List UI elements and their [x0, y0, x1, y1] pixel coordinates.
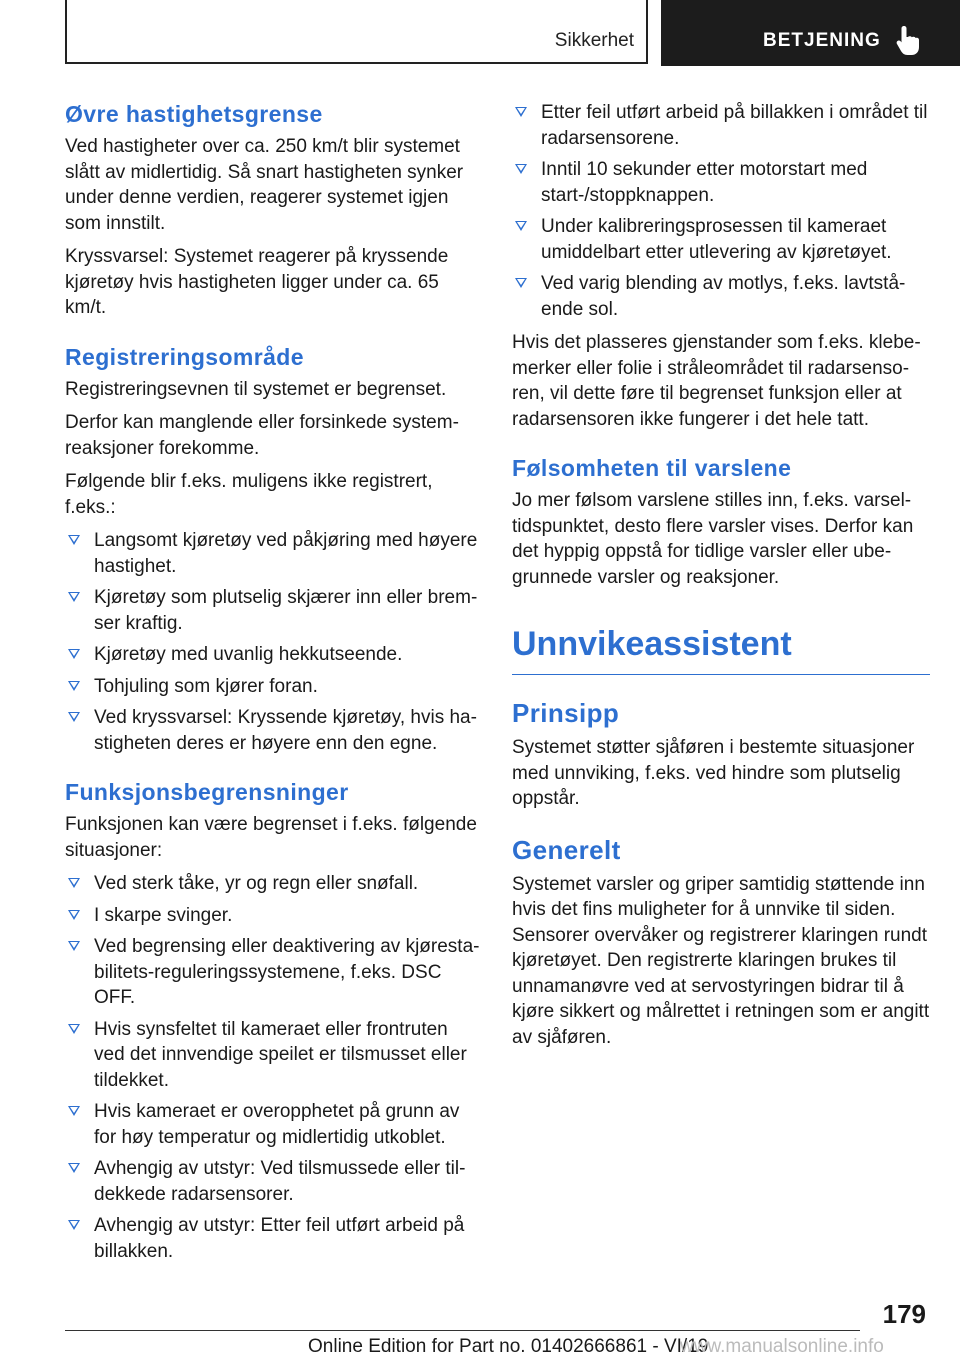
- footer-edition: Online Edition for Part no. 01402666861 - VI/19: [308, 1336, 709, 1357]
- list-item-text: Tohjuling som kjører foran.: [94, 675, 318, 697]
- triangle-bullet-icon: [68, 1106, 80, 1116]
- triangle-bullet-icon: [68, 1163, 80, 1173]
- paragraph: Systemet støtter sjåføren i bestemte situasjoner med unnviking, f.eks. ved hindre som plutselig oppstår.: [512, 737, 915, 809]
- paragraph: Registreringsevnen til systemet er begrenset.: [65, 378, 447, 400]
- triangle-bullet-icon: [68, 941, 80, 951]
- hand-pointer-icon: [893, 24, 923, 56]
- paragraph: Ved hastigheter over ca. 250 km/t blir systemet slått av midlertidig. Så snart hastigheten synker under denne verdien, reagerer systemet igjen som innstilt.: [65, 136, 464, 234]
- triangle-bullet-icon: [68, 592, 80, 602]
- list-item: [65, 528, 480, 579]
- paragraph: Kryssvarsel: Systemet reagerer på kryssende kjøretøy hvis hastigheten ligger under ca. 65 km/t.: [65, 246, 449, 318]
- list-item-text: Etter feil utført arbeid på billakken i området til radarsensorene.: [541, 102, 928, 149]
- list-item-text: I skarpe svinger.: [94, 904, 233, 926]
- paragraph: Derfor kan manglende eller forsinkede systemreaksjoner forekomme.: [65, 412, 459, 459]
- list-item-text: Hvis kameraet er overopphetet på grunn av for høy temperatur og midlertidig utkoblet.: [94, 1101, 460, 1148]
- chapter-title-unnvikeassistent: Unnvikeassistent: [512, 624, 930, 675]
- footer-watermark[interactable]: www.manualsonline.info: [680, 1336, 884, 1357]
- list-item-text: Ved sterk tåke, yr og regn eller snøfall.: [94, 873, 419, 894]
- list-item-text: Avhengig av utstyr: Ved tilsmussede eller tildekkede radarsensorer.: [94, 1158, 466, 1205]
- chapter-tab-label: BETJENING: [763, 30, 881, 51]
- bullet-list: [65, 871, 480, 1264]
- list-item: [65, 585, 480, 636]
- list-item-text: Ved kryssvarsel: Kryssende kjøretøy, hvis hastigheten deres er høyere enn den egne.: [94, 707, 477, 754]
- list-item-text: Kjøretøy som plutselig skjærer inn eller bremser kraftig.: [94, 587, 478, 634]
- heading-prinsipp: Prinsipp: [512, 698, 620, 728]
- list-item-text: Inntil 10 sekunder etter motorstart med start-/stoppknappen.: [541, 159, 868, 206]
- paragraph: Hvis det plasseres gjenstander som f.eks. klebemerker eller folie i stråleområdet til radarsensoren, vil dette føre til begrenset funksjon eller at radarsensoren ikke fungerer i det hele tatt.: [512, 332, 921, 430]
- triangle-bullet-icon: [68, 535, 80, 545]
- list-item: [512, 100, 930, 151]
- list-item-text: Ved begrensing eller deaktivering av kjørestabilitets-reguleringssystemene, f.eks. DSC OFF.: [94, 936, 480, 1008]
- list-item: [512, 157, 930, 208]
- triangle-bullet-icon: [68, 649, 80, 659]
- heading-folsomheten-til-varslene: Følsomheten til varslene: [512, 455, 792, 481]
- triangle-bullet-icon: [515, 164, 527, 174]
- list-item: [65, 1099, 480, 1150]
- triangle-bullet-icon: [68, 1220, 80, 1230]
- section-title: Sikkerhet: [554, 30, 634, 51]
- list-item: [65, 1156, 480, 1207]
- heading-funksjonsbegrensninger: Funksjonsbegrensninger: [65, 779, 349, 805]
- list-item-text: Under kalibreringsprosessen til kameraet umiddelbart etter utlevering av kjøretøyet.: [541, 216, 892, 263]
- triangle-bullet-icon: [68, 681, 80, 691]
- triangle-bullet-icon: [515, 107, 527, 117]
- right-column: [512, 100, 930, 1058]
- triangle-bullet-icon: [515, 278, 527, 288]
- paragraph: Følgende blir f.eks. muligens ikke registrert, f.eks.:: [65, 471, 433, 518]
- list-item: [65, 1017, 480, 1094]
- triangle-bullet-icon: [68, 878, 80, 888]
- paragraph: Funksjonen kan være begrenset i f.eks. følgende situasjoner:: [65, 814, 477, 861]
- list-item: [65, 642, 480, 668]
- paragraph: Jo mer følsom varslene stilles inn, f.eks. varseltidspunktet, desto flere varsler vises. Derfor kan det hyppig oppstå for tidlige varsler eller ubegrunnede varsler og reaksjoner.: [512, 490, 914, 588]
- bullet-list: [512, 100, 930, 322]
- list-item-text: Kjøretøy med uvanlig hekkutseende.: [94, 644, 403, 665]
- chapter-tab[interactable]: [661, 0, 960, 66]
- list-item: [65, 674, 480, 700]
- triangle-bullet-icon: [515, 221, 527, 231]
- list-item: [65, 934, 480, 1011]
- list-item: [512, 214, 930, 265]
- triangle-bullet-icon: [68, 712, 80, 722]
- list-item: [65, 705, 480, 756]
- header-section-box: [65, 0, 648, 64]
- page-number: 179: [882, 1299, 926, 1329]
- list-item-text: Hvis synsfeltet til kameraet eller frontruten ved det innvendige speilet er tilsmusset eller tildekket.: [94, 1018, 467, 1091]
- footer-rule: [65, 1330, 860, 1331]
- paragraph: Systemet varsler og griper samtidig støttende inn hvis det fins muligheter for å unnvike til siden. Sensorer overvåker og registrerer klaringen rundt kjøretøyet. Den registrerte klaringen brukes til unnamanøvre ved at servostyringen bidrar til å kjøre sikkert og målrettet i retningen som er angitt av sjåføren.: [512, 873, 930, 1048]
- left-column: [65, 100, 480, 1272]
- list-item: [65, 871, 480, 897]
- triangle-bullet-icon: [68, 1024, 80, 1034]
- list-item: [65, 903, 480, 929]
- triangle-bullet-icon: [68, 910, 80, 920]
- list-item-text: Avhengig av utstyr: Etter feil utført arbeid på billakken.: [94, 1215, 465, 1262]
- heading-registreringsomrade: Registreringsområde: [65, 343, 304, 370]
- heading-ovre-hastighetsgrense: Øvre hastighetsgrense: [65, 101, 323, 127]
- list-item: [65, 1213, 480, 1264]
- bullet-list: [65, 528, 480, 756]
- heading-generelt: Generelt: [512, 834, 621, 865]
- list-item-text: Langsomt kjøretøy ved påkjøring med høyere hastighet.: [94, 530, 478, 577]
- list-item-text: Ved varig blending av motlys, f.eks. lavtstående sol.: [541, 273, 906, 320]
- list-item: [512, 271, 930, 322]
